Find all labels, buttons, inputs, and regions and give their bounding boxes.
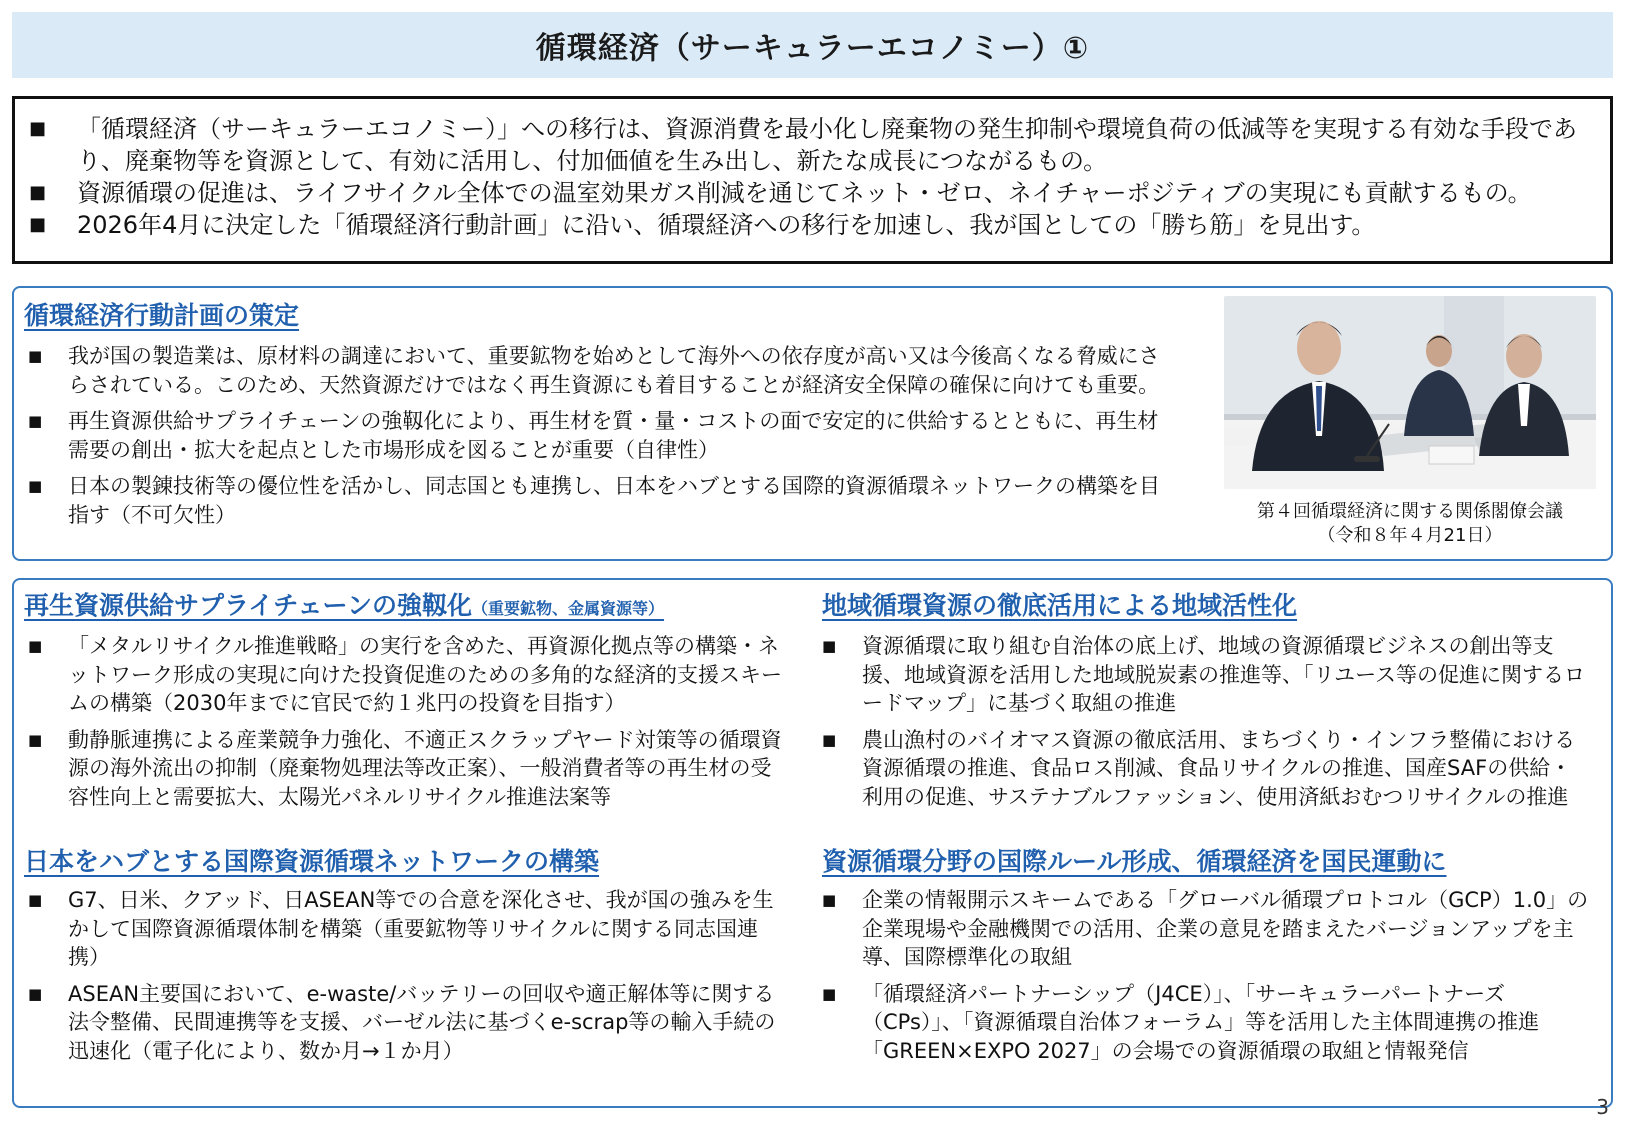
measures-panel [12, 578, 1613, 1108]
square-bullet-icon: ■ [28, 637, 43, 655]
square-bullet-icon: ■ [28, 891, 43, 909]
title-bar [12, 12, 1613, 78]
list-item: ■ G7、日米、クアッド、日ASEAN等での合意を深化させ、我が国の強みを生かして国際資源循環体制を構築（重要鉱物等リサイクルに関する同志国連携） [28, 886, 788, 972]
square-bullet-icon: ■ [29, 182, 47, 203]
page-title: 循環経済（サーキュラーエコノミー）① [535, 31, 1090, 66]
list-item: ■ 農山漁村のバイオマス資源の徹底活用、まちづくり・インフラ整備における資源循環の推進、食品ロス削減、食品リサイクルの推進、国産SAFの供給・利用の促進、サステナブルファッション、使用済紙おむつリサイクルの推進 [822, 726, 1592, 812]
square-bullet-icon: ■ [822, 984, 837, 1003]
supply-chain-heading: 再生資源供給サプライチェーンの強靱化（重要鉱物、金属資源等） [24, 591, 665, 620]
action-plan-heading: 循環経済行動計画の策定 [24, 301, 300, 330]
list-item: ■ 我が国の製造業は、原材料の調達において、重要鉱物を始めとして海外への依存度が高い又は今後高くなる脅威にさらされている。このため、天然資源だけではなく再生資源にも着目することが経済安全保障の確保に向けても重要。 [28, 342, 1178, 399]
regional-heading: 地域循環資源の徹底活用による地域活性化 [822, 591, 1298, 620]
square-bullet-icon: ■ [822, 730, 837, 749]
rules-list [822, 886, 1592, 1073]
summary-item: ■ 資源循環の促進は、ライフサイクル全体での温室効果ガス削減を通じてネット・ゼロ、ネイチャーポジティブの実現にも貢献するもの。 [29, 179, 1532, 207]
photo-caption: 第４回循環経済に関する関係閣僚会議 （令和８年４月21日） [1257, 501, 1563, 546]
square-bullet-icon: ■ [29, 118, 47, 139]
square-bullet-icon: ■ [29, 214, 47, 235]
list-item: ■ 「循環経済パートナーシップ（J4CE）」、「サーキュラーパートナーズ（CPs）」、「資源循環自治体フォーラム」等を活用した主体間連携の推進「GREEN×EXPO 2027」の会場での資源循環の取組と情報発信 [822, 980, 1592, 1066]
action-plan-panel [12, 286, 1613, 561]
list-item: ■ ASEAN主要国において、e-waste/バッテリーの回収や適正解体等に関する法令整備、民間連携等を支援、バーゼル法に基づくe-scrap等の輸入手続の迅速化（電子化により、数か月→１か月） [28, 980, 788, 1066]
list-item: ■ 企業の情報開示スキームである「グローバル循環プロトコル（GCP）1.0」の企業現場や金融機関での活用、企業の意見を踏まえたバージョンアップを主導、国際標準化の取組 [822, 886, 1592, 972]
summary-item: ■ 2026年4月に決定した「循環経済行動計画」に沿い、循環経済への移行を加速し、我が国としての「勝ち筋」を見出す。 [29, 211, 1376, 239]
action-plan-list [28, 342, 1178, 537]
page-number: 3 [1596, 1095, 1609, 1119]
square-bullet-icon: ■ [28, 412, 43, 430]
square-bullet-icon: ■ [28, 347, 43, 365]
hub-heading: 日本をハブとする国際資源循環ネットワークの構築 [24, 847, 600, 876]
square-bullet-icon: ■ [822, 637, 837, 655]
list-item: ■ 資源循環に取り組む自治体の底上げ、地域の資源循環ビジネスの創出等支援、地域資源を活用した地域脱炭素の推進等、「リユース等の促進に関するロードマップ」に基づく取組の推進 [822, 632, 1592, 718]
hub-list [28, 886, 788, 1073]
square-bullet-icon: ■ [28, 730, 43, 749]
meeting-photo-illustration [1224, 296, 1596, 489]
list-item: ■ 「メタルリサイクル推進戦略」の実行を含めた、再資源化拠点等の構築・ネットワーク形成の実現に向けた投資促進のための多角的な経済的支援スキームの構築（2030年までに官民で約１兆円の投資を目指す） [28, 632, 788, 718]
summary-box [12, 96, 1613, 264]
square-bullet-icon: ■ [28, 984, 43, 1003]
supply-chain-list [28, 632, 788, 819]
square-bullet-icon: ■ [28, 477, 43, 495]
square-bullet-icon: ■ [822, 891, 837, 909]
summary-item: ■ 「循環経済（サーキュラーエコノミー）」への移行は、資源消費を最小化し廃棄物の発生抑制や環境負荷の低減等を実現する有効な手段であり、廃棄物等を資源として、有効に活用し、付加価値を生み出し、新たな成長につながるもの。 [29, 115, 1577, 175]
list-item: ■ 動静脈連携による産業競争力強化、不適正スクラップヤード対策等の循環資源の海外流出の抑制（廃棄物処理法等改正案）、一般消費者等の再生材の受容性向上と需要拡大、太陽光パネルリサイクル推進法案等 [28, 726, 788, 812]
list-item: ■ 再生資源供給サプライチェーンの強靱化により、再生材を質・量・コストの面で安定的に供給するとともに、再生材需要の創出・拡大を起点とした市場形成を図ることが重要（自律性） [28, 407, 1178, 464]
regional-list [822, 632, 1592, 819]
meeting-photo [1224, 296, 1596, 489]
list-item: ■ 日本の製錬技術等の優位性を活かし、同志国とも連携し、日本をハブとする国際的資源循環ネットワークの構築を目指す（不可欠性） [28, 472, 1178, 529]
rules-heading: 資源循環分野の国際ルール形成、循環経済を国民運動に [822, 847, 1447, 876]
